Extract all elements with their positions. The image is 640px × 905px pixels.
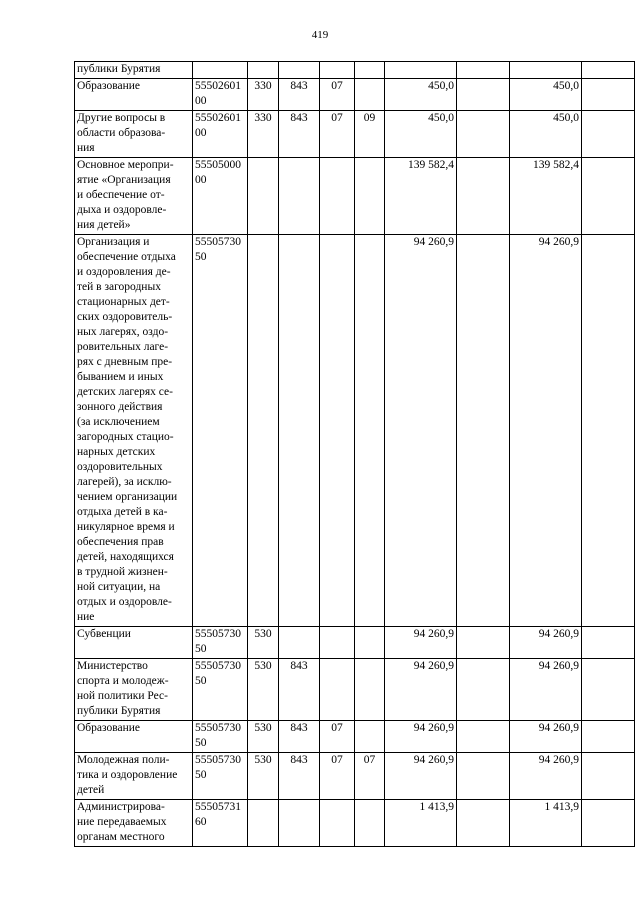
column-3-cell: 330 <box>248 111 279 158</box>
row-name-cell: Организация и обеспечение отдыха и оздоровления де- тей в загородных стационарных дет- ских оздоровитель- ных лагерях, оздо- ровительных лаге- рях с дневным пре- быванием и иных детских лагерях се- зонного действия (за исключением загородных стацио- нарных детских оздоровительных лагерей), за исклю- чением организации отдыха детей в ка- никулярное время и обеспечения прав детей, находящихся в трудной жизнен- ной ситуации, на отдых и оздоровле- ние <box>75 235 193 627</box>
empty-cell <box>457 158 510 235</box>
empty-cell <box>582 753 635 800</box>
empty-cell <box>582 721 635 753</box>
column-4-cell: 843 <box>279 753 320 800</box>
row-name-cell: Основное меропри- ятие «Организация и обеспечение от- дыха и оздоровле- ния детей» <box>75 158 193 235</box>
amount-1-cell: 1 413,9 <box>385 800 457 847</box>
row-name-cell: Молодежная поли- тика и оздоровление детей <box>75 753 193 800</box>
amount-2-cell: 94 260,9 <box>510 235 582 627</box>
column-5-cell <box>320 235 355 627</box>
column-6-cell <box>355 235 385 627</box>
table-row <box>75 235 635 627</box>
column-4-cell <box>279 235 320 627</box>
column-3-cell: 530 <box>248 721 279 753</box>
budget-table-body <box>75 62 635 847</box>
column-4-cell <box>279 158 320 235</box>
column-4-cell: 843 <box>279 659 320 721</box>
empty-cell <box>457 111 510 158</box>
empty-cell <box>457 721 510 753</box>
column-4-cell <box>279 800 320 847</box>
empty-cell <box>457 79 510 111</box>
budget-code-cell: 55505730 50 <box>193 627 248 659</box>
column-6-cell <box>355 62 385 79</box>
column-5-cell: 07 <box>320 111 355 158</box>
column-4-cell: 843 <box>279 111 320 158</box>
table-row <box>75 800 635 847</box>
empty-cell <box>457 753 510 800</box>
empty-cell <box>457 800 510 847</box>
column-6-cell <box>355 79 385 111</box>
table-row <box>75 62 635 79</box>
column-4-cell <box>279 62 320 79</box>
empty-cell <box>457 62 510 79</box>
row-name-cell: Другие вопросы в области образова- ния <box>75 111 193 158</box>
row-name-cell: публики Бурятия <box>75 62 193 79</box>
budget-code-cell: 55505730 50 <box>193 659 248 721</box>
column-3-cell: 530 <box>248 627 279 659</box>
column-5-cell: 07 <box>320 79 355 111</box>
column-4-cell: 843 <box>279 721 320 753</box>
row-name-cell: Администрирова- ние передаваемых органам местного <box>75 800 193 847</box>
row-name-cell: Министерство спорта и молодеж- ной политики Рес- публики Бурятия <box>75 659 193 721</box>
column-6-cell <box>355 721 385 753</box>
column-3-cell <box>248 158 279 235</box>
column-6-cell: 07 <box>355 753 385 800</box>
page-number: 419 <box>311 29 329 41</box>
empty-cell <box>582 111 635 158</box>
amount-2-cell: 450,0 <box>510 79 582 111</box>
amount-2-cell: 94 260,9 <box>510 753 582 800</box>
column-3-cell <box>248 62 279 79</box>
amount-1-cell: 450,0 <box>385 79 457 111</box>
amount-1-cell: 94 260,9 <box>385 753 457 800</box>
column-5-cell: 07 <box>320 753 355 800</box>
empty-cell <box>582 235 635 627</box>
table-row <box>75 721 635 753</box>
amount-2-cell <box>510 62 582 79</box>
column-3-cell: 330 <box>248 79 279 111</box>
amount-2-cell: 94 260,9 <box>510 627 582 659</box>
amount-1-cell: 94 260,9 <box>385 235 457 627</box>
amount-1-cell: 139 582,4 <box>385 158 457 235</box>
table-row <box>75 158 635 235</box>
empty-cell <box>582 627 635 659</box>
column-5-cell <box>320 627 355 659</box>
row-name-cell: Образование <box>75 79 193 111</box>
empty-cell <box>582 62 635 79</box>
column-6-cell <box>355 158 385 235</box>
column-6-cell <box>355 627 385 659</box>
column-5-cell <box>320 158 355 235</box>
row-name-cell: Субвенции <box>75 627 193 659</box>
amount-2-cell: 1 413,9 <box>510 800 582 847</box>
table-row <box>75 79 635 111</box>
row-name-cell: Образование <box>75 721 193 753</box>
table-row <box>75 659 635 721</box>
budget-code-cell: 55505000 00 <box>193 158 248 235</box>
empty-cell <box>457 627 510 659</box>
budget-code-cell: 55505730 50 <box>193 235 248 627</box>
column-5-cell <box>320 62 355 79</box>
budget-code-cell: 55505730 50 <box>193 753 248 800</box>
empty-cell <box>582 158 635 235</box>
empty-cell <box>582 79 635 111</box>
column-6-cell: 09 <box>355 111 385 158</box>
amount-1-cell: 94 260,9 <box>385 627 457 659</box>
column-6-cell <box>355 800 385 847</box>
amount-1-cell <box>385 62 457 79</box>
table-row <box>75 111 635 158</box>
budget-table <box>74 61 635 847</box>
budget-code-cell: 55505730 50 <box>193 721 248 753</box>
budget-code-cell: 55502601 00 <box>193 111 248 158</box>
column-3-cell <box>248 800 279 847</box>
column-3-cell: 530 <box>248 753 279 800</box>
budget-code-cell: 55502601 00 <box>193 79 248 111</box>
amount-1-cell: 94 260,9 <box>385 659 457 721</box>
column-5-cell <box>320 800 355 847</box>
budget-code-cell: 55505731 60 <box>193 800 248 847</box>
column-6-cell <box>355 659 385 721</box>
amount-2-cell: 450,0 <box>510 111 582 158</box>
column-5-cell: 07 <box>320 721 355 753</box>
column-4-cell: 843 <box>279 79 320 111</box>
column-5-cell <box>320 659 355 721</box>
table-row <box>75 753 635 800</box>
budget-code-cell <box>193 62 248 79</box>
column-4-cell <box>279 627 320 659</box>
empty-cell <box>582 800 635 847</box>
amount-2-cell: 94 260,9 <box>510 721 582 753</box>
empty-cell <box>582 659 635 721</box>
amount-1-cell: 450,0 <box>385 111 457 158</box>
amount-1-cell: 94 260,9 <box>385 721 457 753</box>
empty-cell <box>457 235 510 627</box>
amount-2-cell: 94 260,9 <box>510 659 582 721</box>
empty-cell <box>457 659 510 721</box>
column-3-cell: 530 <box>248 659 279 721</box>
amount-2-cell: 139 582,4 <box>510 158 582 235</box>
column-3-cell <box>248 235 279 627</box>
table-row <box>75 627 635 659</box>
